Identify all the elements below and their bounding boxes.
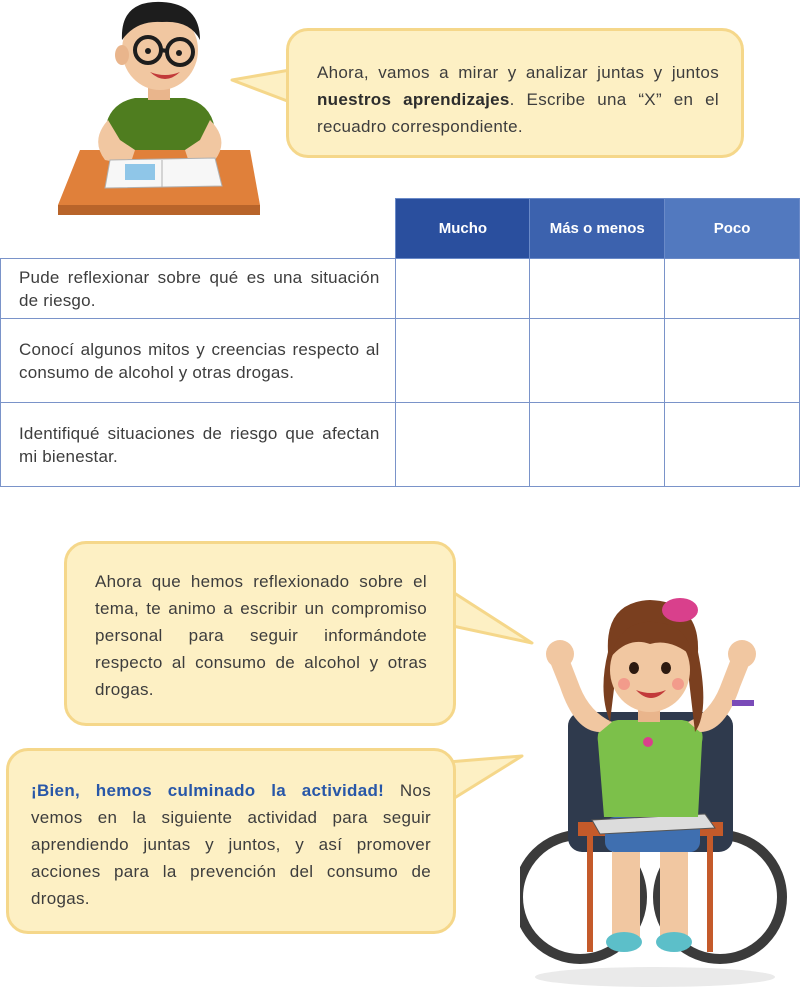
- bottom-bubble-tail: [446, 752, 526, 812]
- header-mucho: Mucho: [396, 199, 530, 259]
- answer-cell-poco[interactable]: [665, 259, 800, 319]
- boy-at-desk-illustration: [50, 0, 270, 218]
- table-row: [1, 403, 800, 487]
- answer-cell-poco[interactable]: [665, 319, 800, 403]
- statement-cell: Conocí algunos mitos y creencias respecto al consumo de alcohol y otras drogas.: [1, 319, 396, 403]
- bottom-bubble-text: ¡Bien, hemos culminado la actividad! Nos vemos en la siguiente actividad para seguir aprendiendo juntas y juntos, y así promover acciones para la prevención del consumo de drogas.: [31, 781, 431, 908]
- table-row: [1, 259, 800, 319]
- answer-cell-mucho[interactable]: [396, 259, 530, 319]
- answer-cell-mucho[interactable]: [396, 319, 530, 403]
- answer-cell-mas-o-menos[interactable]: [530, 319, 665, 403]
- answer-cell-mucho[interactable]: [396, 403, 530, 487]
- statement-cell: Identifiqué situaciones de riesgo que afectan mi bienestar.: [1, 403, 396, 487]
- header-mas-o-menos: Más o menos: [530, 199, 665, 259]
- answer-cell-mas-o-menos[interactable]: [530, 403, 665, 487]
- table-row: [1, 319, 800, 403]
- top-bubble-tail: [228, 66, 292, 106]
- answer-cell-poco[interactable]: [665, 403, 800, 487]
- table-header-row: [1, 199, 800, 259]
- completion-highlight: ¡Bien, hemos culminado la actividad!: [31, 781, 385, 800]
- statement-cell: Pude reflexionar sobre qué es una situación de riesgo.: [1, 259, 396, 319]
- header-poco: Poco: [665, 199, 800, 259]
- middle-bubble-text: Ahora que hemos reflexionado sobre el tema, te animo a escribir un compromiso personal para seguir informándote respecto al consumo de alcohol y otras drogas.: [95, 572, 427, 699]
- girl-in-wheelchair-illustration: [520, 592, 790, 992]
- top-bubble-text: Ahora, vamos a mirar y analizar juntas y juntos nuestros aprendizajes. Escribe una “X” en el recuadro correspondiente.: [317, 63, 719, 136]
- table-corner-blank: [1, 199, 396, 259]
- answer-cell-mas-o-menos[interactable]: [530, 259, 665, 319]
- self-evaluation-table: [0, 198, 800, 487]
- top-speech-bubble: [286, 28, 744, 158]
- middle-speech-bubble: [64, 541, 456, 726]
- bottom-speech-bubble: [6, 748, 456, 934]
